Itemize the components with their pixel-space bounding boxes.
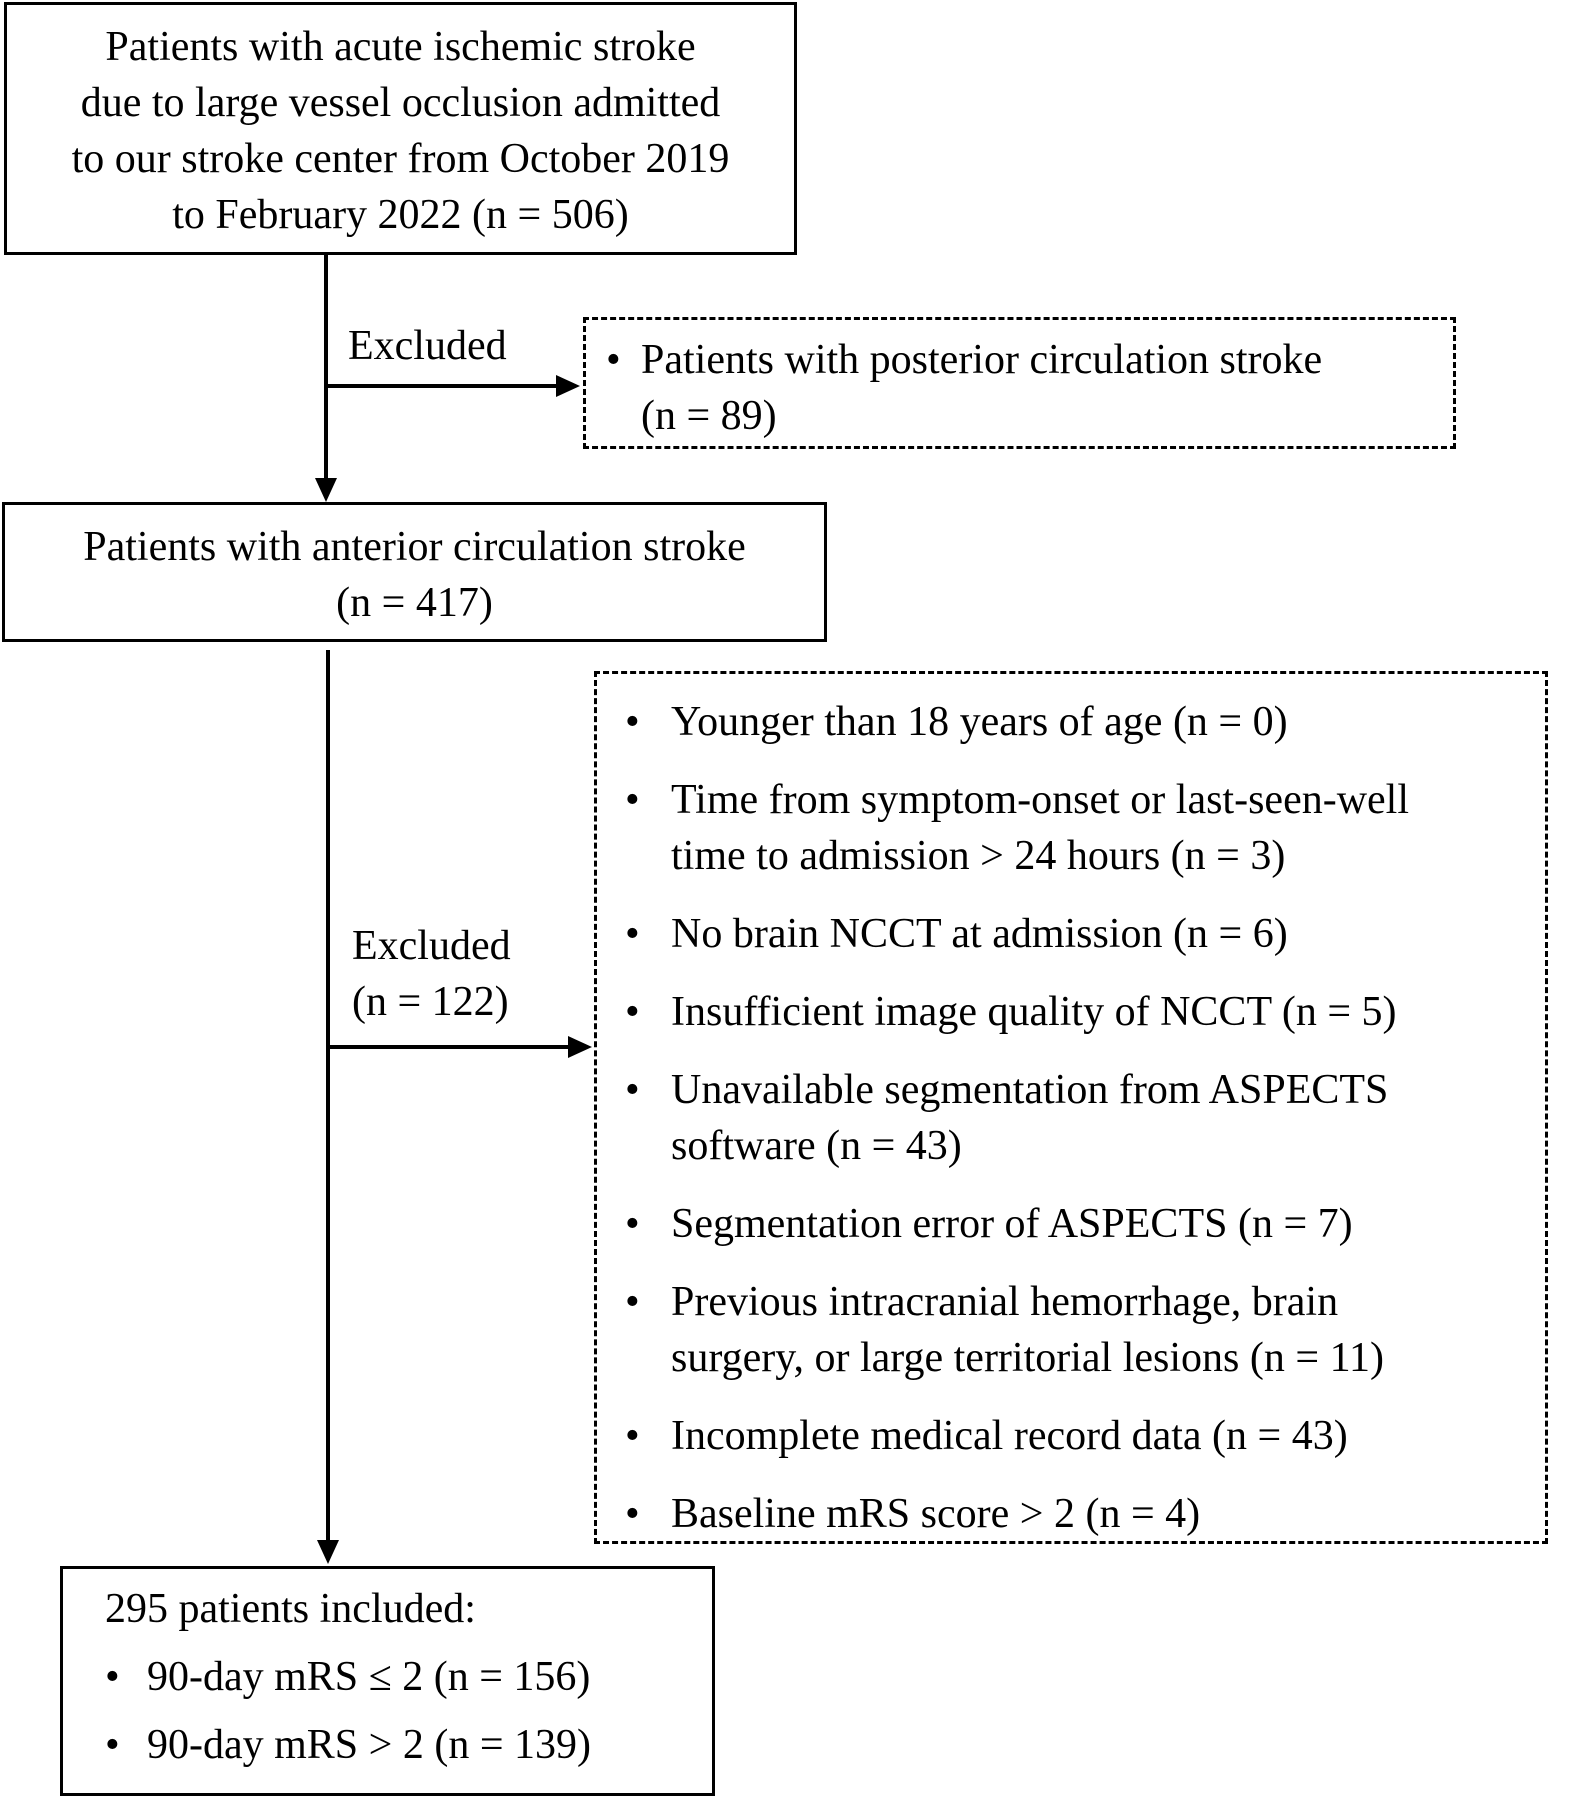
exclusion-label-2-line-2: (n = 122) (352, 979, 509, 1025)
list-item (105, 1649, 712, 1705)
flow-arrow-1 (315, 478, 337, 502)
exclusion-label-1: Excluded (348, 323, 507, 369)
cohort-line-3: to our stroke center from October 2019 (71, 136, 730, 182)
exclusion-2-item-4-line-1: Insufficient image quality of NCCT (n = 5) (671, 989, 1397, 1035)
list-item (625, 984, 1545, 1040)
cohort-box (4, 2, 797, 255)
included-title: 295 patients included: (105, 1586, 476, 1632)
exclusion-1-line-2: (n = 89) (641, 393, 777, 439)
exclusion-1-line-1: Patients with posterior circulation stroke (641, 337, 1323, 383)
exclusion-list-2 (625, 694, 1545, 1542)
included-item-1: 90-day mRS ≤ 2 (n = 156) (147, 1654, 591, 1700)
flow-arrow-2 (317, 1540, 339, 1564)
exclusion-2-item-1-line-1: Younger than 18 years of age (n = 0) (671, 699, 1288, 745)
anterior-box (2, 502, 827, 642)
exclusion-arrow-2 (568, 1036, 592, 1058)
bullet-icon: • (625, 989, 640, 1035)
list-item (625, 1062, 1545, 1174)
included-item-2: 90-day mRS > 2 (n = 139) (147, 1722, 592, 1768)
exclusion-2-item-5-line-1: Unavailable segmentation from ASPECTS (671, 1067, 1389, 1113)
list-item (606, 332, 1453, 444)
anterior-line-2: (n = 417) (336, 580, 493, 626)
list-item (105, 1717, 712, 1773)
bullet-icon: • (625, 1491, 640, 1537)
list-item (625, 694, 1545, 750)
flow-line-1 (324, 255, 328, 480)
bullet-icon: • (625, 777, 640, 823)
bullet-icon: • (105, 1654, 120, 1700)
cohort-text (7, 19, 794, 243)
exclusion-2-item-5-line-2: software (n = 43) (671, 1123, 962, 1169)
bullet-icon: • (625, 699, 640, 745)
bullet-icon: • (625, 1413, 640, 1459)
exclusion-2-item-3-line-1: No brain NCCT at admission (n = 6) (671, 911, 1288, 957)
bullet-icon: • (105, 1722, 120, 1768)
exclusion-arrow-1 (556, 375, 580, 397)
bullet-icon: • (625, 1067, 640, 1113)
exclusion-2-item-2-line-1: Time from symptom-onset or last-seen-well (671, 777, 1410, 823)
list-item (625, 906, 1545, 962)
bullet-icon: • (625, 1279, 640, 1325)
exclusion-2-item-6-line-1: Segmentation error of ASPECTS (n = 7) (671, 1201, 1353, 1247)
exclusion-2-item-2-line-2: time to admission > 24 hours (n = 3) (671, 833, 1286, 879)
cohort-line-2: due to large vessel occlusion admitted (80, 80, 721, 126)
included-box (60, 1566, 715, 1796)
list-item (625, 1196, 1545, 1252)
exclusion-2-item-8-line-1: Incomplete medical record data (n = 43) (671, 1413, 1348, 1459)
exclusion-box-2 (594, 671, 1548, 1544)
cohort-line-4: to February 2022 (n = 506) (172, 192, 629, 238)
flow-line-2 (326, 650, 330, 1542)
exclusion-2-item-7-line-2: surgery, or large territorial lesions (n = 11) (671, 1335, 1384, 1381)
list-item (625, 1274, 1545, 1386)
exclusion-line-1 (326, 384, 558, 388)
exclusion-line-2 (328, 1045, 570, 1049)
bullet-icon: • (625, 911, 640, 957)
exclusion-label-2-line-1: Excluded (352, 923, 511, 969)
exclusion-2-item-9-line-1: Baseline mRS score > 2 (n = 4) (671, 1491, 1201, 1537)
list-item (625, 772, 1545, 884)
bullet-icon: • (606, 337, 621, 383)
exclusion-list-1 (606, 332, 1453, 444)
anterior-line-1: Patients with anterior circulation stroke (83, 524, 746, 570)
list-item (625, 1408, 1545, 1464)
included-list (105, 1649, 712, 1773)
cohort-line-1: Patients with acute ischemic stroke (105, 24, 696, 70)
anterior-text (5, 519, 824, 631)
exclusion-label-2 (352, 918, 511, 1030)
bullet-icon: • (625, 1201, 640, 1247)
list-item (625, 1486, 1545, 1542)
exclusion-box-1 (583, 317, 1456, 449)
exclusion-2-item-7-line-1: Previous intracranial hemorrhage, brain (671, 1279, 1339, 1325)
